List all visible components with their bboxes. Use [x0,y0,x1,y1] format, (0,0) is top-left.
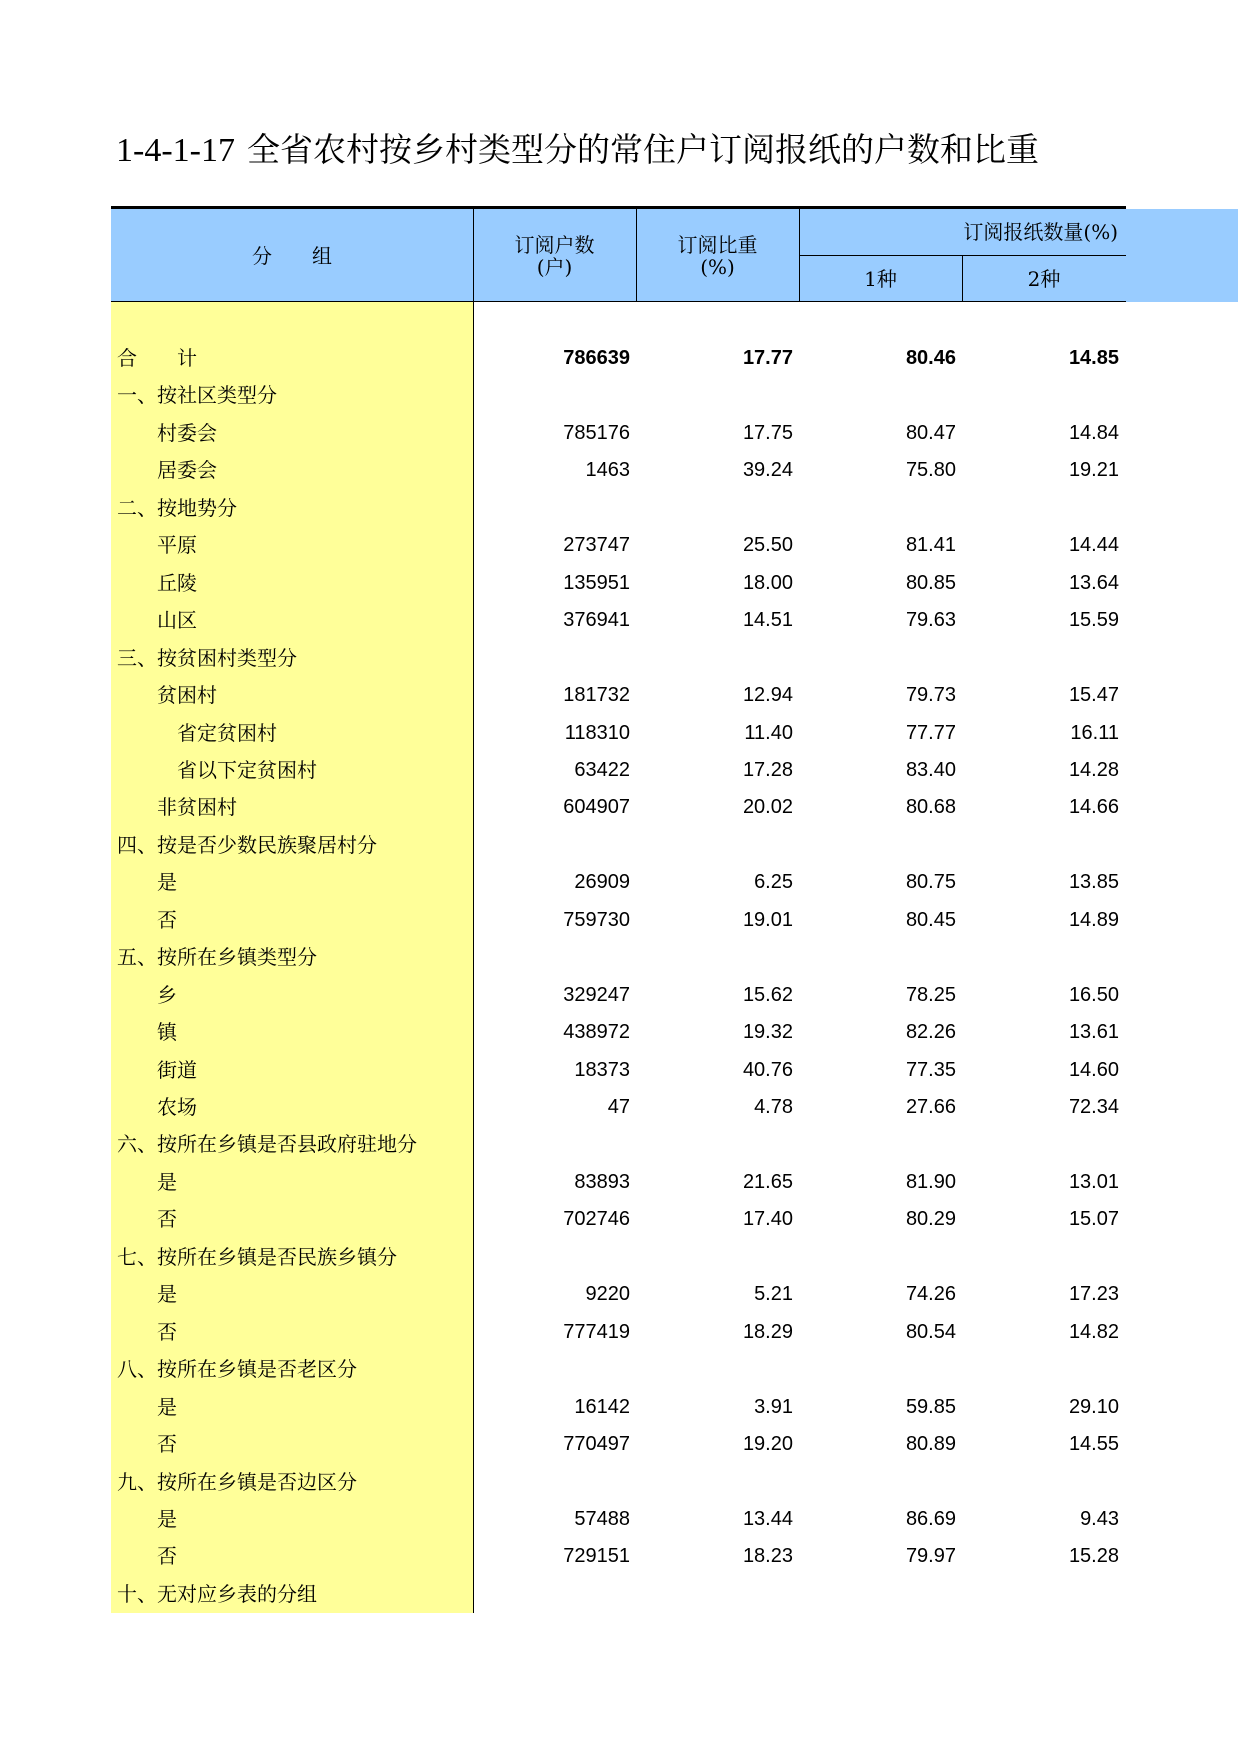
households-value: 47 [607,1096,630,1118]
households-value [480,377,630,415]
two-paper-value: 17.23 [1068,1283,1119,1306]
table-row [111,977,1126,1015]
row-label: 八、按所在乡镇是否老区分 [117,1357,357,1382]
households-value: 63422 [574,758,630,781]
table-row [111,1389,1126,1427]
row-label: 是 [157,1282,177,1307]
table-row [111,1538,1126,1576]
row-label: 十、无对应乡表的分组 [117,1581,317,1606]
ratio-value: 20.02 [742,796,793,819]
households-value [480,939,630,977]
one-paper-value: 83.40 [905,758,956,781]
table-row [111,715,1126,753]
table-row [111,1126,1126,1164]
two-paper-value: 13.64 [1068,571,1119,594]
two-paper-value: 14.82 [1068,1320,1119,1343]
one-paper-value: 59.85 [905,1395,956,1418]
households-value: 57488 [574,1507,630,1530]
table-row [111,565,1126,603]
row-label: 贫困村 [157,683,217,708]
households-value: 376941 [563,609,630,632]
table-row [111,902,1126,940]
two-paper-value [969,939,1119,977]
households-value [480,1464,630,1502]
two-paper-value: 14.84 [1068,421,1119,444]
households-value: 83893 [574,1170,630,1193]
row-label: 四、按是否少数民族聚居村分 [117,832,377,857]
one-paper-value: 80.85 [905,571,956,594]
one-paper-value [806,1576,956,1614]
two-paper-value: 19.21 [1068,459,1119,482]
ratio-value: 18.23 [742,1545,793,1568]
table-row [111,490,1126,528]
table-row [111,677,1126,715]
header-group: 分 组 [252,244,332,268]
ratio-value: 4.78 [754,1096,793,1118]
ratio-value: 11.40 [744,721,793,744]
households-value: 329247 [563,983,630,1006]
households-value: 273747 [563,534,630,557]
table-row [111,1464,1126,1502]
row-label: 丘陵 [157,570,197,595]
two-paper-value [969,1351,1119,1389]
row-label: 二、按地势分 [117,495,237,520]
row-label: 六、按所在乡镇是否县政府驻地分 [117,1132,417,1157]
ratio-value [643,377,793,415]
table-row [111,939,1126,977]
two-paper-value [969,827,1119,865]
ratio-value: 18.00 [742,571,793,594]
one-paper-value: 78.25 [905,983,956,1006]
row-label: 是 [157,870,177,895]
ratio-value [643,1464,793,1502]
two-paper-value: 15.47 [1068,684,1119,707]
two-paper-value: 29.10 [1068,1395,1119,1418]
two-paper-value: 16.50 [1068,983,1119,1006]
table-row [111,377,1126,415]
row-label: 五、按所在乡镇类型分 [117,945,317,970]
table-row [111,452,1126,490]
one-paper-value [806,1464,956,1502]
table-row [111,1201,1126,1239]
table-code: 1-4-1-17 [116,132,235,169]
ratio-value: 13.44 [742,1507,793,1530]
ratio-value: 21.65 [742,1170,793,1193]
header-count: 订阅报纸数量(%) [963,220,1118,244]
table-row [111,1314,1126,1352]
header-two: 2种 [1027,267,1061,291]
households-value: 770497 [563,1433,630,1456]
one-paper-value: 80.29 [905,1208,956,1231]
row-label: 否 [157,1319,177,1344]
one-paper-value [806,1126,956,1164]
households-value: 786639 [563,347,630,369]
households-value: 16142 [574,1395,630,1418]
households-value: 181732 [563,684,630,707]
ratio-value: 17.40 [742,1208,793,1231]
header-divider [473,209,474,302]
table-row [111,1501,1126,1539]
two-paper-value: 15.28 [1068,1545,1119,1568]
one-paper-value: 79.63 [905,609,956,632]
households-value [480,490,630,528]
table-row [111,752,1126,790]
two-paper-value: 14.89 [1068,908,1119,931]
households-value: 135951 [563,571,630,594]
one-paper-value: 80.54 [905,1320,956,1343]
two-paper-value: 14.55 [1068,1433,1119,1456]
ratio-value: 39.24 [742,459,793,482]
row-label: 七、按所在乡镇是否民族乡镇分 [117,1244,397,1269]
two-paper-value [969,1126,1119,1164]
ratio-value: 12.94 [742,684,793,707]
one-paper-value [806,827,956,865]
two-paper-value [969,1239,1119,1277]
two-paper-value [969,1464,1119,1502]
two-paper-value: 13.61 [1068,1021,1119,1044]
one-paper-value: 80.46 [905,347,956,369]
ratio-value: 19.20 [742,1433,793,1456]
households-value [480,1239,630,1277]
one-paper-value: 80.47 [905,421,956,444]
households-value [480,1576,630,1614]
households-value: 729151 [563,1545,630,1568]
table-row [111,1089,1126,1127]
households-value [480,1351,630,1389]
two-paper-value [969,1576,1119,1614]
one-paper-value: 74.26 [905,1283,956,1306]
header-divider [962,255,963,302]
ratio-value [643,1576,793,1614]
table-row [111,1426,1126,1464]
table-row [111,527,1126,565]
header-ratio: 订阅比重 [677,233,758,257]
two-paper-value: 14.44 [1068,534,1119,557]
ratio-value: 5.21 [754,1283,793,1306]
ratio-value: 3.91 [754,1395,793,1418]
ratio-value: 19.01 [742,908,793,931]
households-value [480,1126,630,1164]
ratio-value [643,490,793,528]
households-value: 604907 [563,796,630,819]
row-label: 山区 [157,608,197,633]
row-label: 农场 [157,1095,197,1119]
ratio-value: 19.32 [742,1021,793,1044]
two-paper-value: 15.07 [1068,1208,1119,1231]
ratio-value: 40.76 [742,1058,793,1081]
table-row [111,640,1126,678]
ratio-value: 15.62 [742,983,793,1006]
table-row [111,789,1126,827]
row-label: 三、按贫困村类型分 [117,645,297,670]
table-row [111,1239,1126,1277]
households-value: 118310 [564,721,630,744]
header-divider [799,255,1126,256]
two-paper-value: 13.01 [1068,1170,1119,1193]
table-row [111,1276,1126,1314]
one-paper-value: 82.26 [905,1021,956,1044]
ratio-value: 25.50 [742,534,793,557]
ratio-value: 18.29 [742,1320,793,1343]
row-label: 合 计 [117,346,197,370]
table-row [111,1052,1126,1090]
header-divider [636,209,637,302]
row-label: 省以下定贫困村 [177,757,317,782]
row-label: 村委会 [157,420,217,445]
one-paper-value [806,640,956,678]
ratio-value: 17.28 [742,758,793,781]
one-paper-value: 81.90 [905,1170,956,1193]
header-ratio-unit: (%) [700,255,735,279]
one-paper-value: 79.73 [905,684,956,707]
one-paper-value: 75.80 [905,459,956,482]
households-value [480,640,630,678]
ratio-value: 14.51 [742,609,793,632]
row-label: 居委会 [157,458,217,483]
one-paper-value [806,1239,956,1277]
one-paper-value: 80.68 [905,796,956,819]
two-paper-value: 14.60 [1068,1058,1119,1081]
ratio-value [643,640,793,678]
two-paper-value: 9.43 [1080,1507,1119,1530]
row-label: 镇 [157,1020,177,1045]
ratio-value [643,1351,793,1389]
two-paper-value: 13.85 [1068,871,1119,894]
households-value: 438972 [563,1021,630,1044]
households-value: 777419 [563,1320,630,1343]
one-paper-value: 79.97 [905,1545,956,1568]
households-value: 1463 [585,459,630,482]
row-label: 一、按社区类型分 [117,383,277,408]
households-value: 785176 [563,421,630,444]
table-row [111,1351,1126,1389]
ratio-value [643,939,793,977]
one-paper-value [806,1351,956,1389]
two-paper-value: 15.59 [1068,609,1119,632]
ratio-value: 6.25 [754,871,793,894]
one-paper-value: 80.75 [905,871,956,894]
one-paper-value [806,939,956,977]
table-title: 全省农村按乡村类型分的常住户订阅报纸的户数和比重 [246,130,1039,169]
row-label: 九、按所在乡镇是否边区分 [117,1469,357,1494]
table-row [111,1164,1126,1202]
table-row [111,415,1126,453]
row-label: 省定贫困村 [177,720,277,745]
two-paper-value: 14.85 [1068,347,1119,369]
row-label: 是 [157,1394,177,1419]
ratio-value [643,827,793,865]
table-row [111,864,1126,902]
one-paper-value: 77.35 [905,1058,956,1081]
ratio-value [643,1239,793,1277]
row-label: 否 [157,907,177,932]
two-paper-value [969,377,1119,415]
two-paper-value: 14.66 [1068,796,1119,819]
ratio-value: 17.77 [742,347,793,369]
page-title [116,124,1039,171]
table-row [111,340,1126,378]
one-paper-value [806,377,956,415]
row-label: 乡 [157,982,177,1007]
two-paper-value: 16.11 [1070,721,1119,744]
one-paper-value: 80.89 [905,1433,956,1456]
row-label: 平原 [157,533,197,558]
table-row [111,1014,1126,1052]
two-paper-value: 14.28 [1068,758,1119,781]
table-row [111,827,1126,865]
ratio-value: 17.75 [742,421,793,444]
one-paper-value: 86.69 [905,1507,956,1530]
header-households-unit: (户) [536,255,573,279]
households-value: 9220 [585,1283,630,1306]
households-value: 18373 [574,1058,630,1081]
households-value [480,827,630,865]
row-label: 否 [157,1207,177,1232]
two-paper-value: 72.34 [1068,1096,1119,1118]
row-label: 街道 [157,1057,197,1082]
two-paper-value [969,490,1119,528]
households-value: 759730 [563,908,630,931]
one-paper-value: 77.77 [905,721,956,744]
table-row [111,1576,1126,1614]
row-label: 是 [157,1169,177,1194]
ratio-value [643,1126,793,1164]
one-paper-value: 27.66 [905,1096,956,1118]
header-households: 订阅户数 [514,233,595,257]
one-paper-value [806,490,956,528]
one-paper-value: 80.45 [905,908,956,931]
two-paper-value [969,640,1119,678]
row-label: 否 [157,1544,177,1569]
table-row [111,602,1126,640]
row-label: 否 [157,1432,177,1457]
header-one: 1种 [864,267,897,291]
one-paper-value: 81.41 [905,534,956,557]
households-value: 26909 [574,871,630,894]
row-label: 是 [157,1506,177,1531]
households-value: 702746 [563,1208,630,1231]
row-label: 非贫困村 [157,795,237,820]
